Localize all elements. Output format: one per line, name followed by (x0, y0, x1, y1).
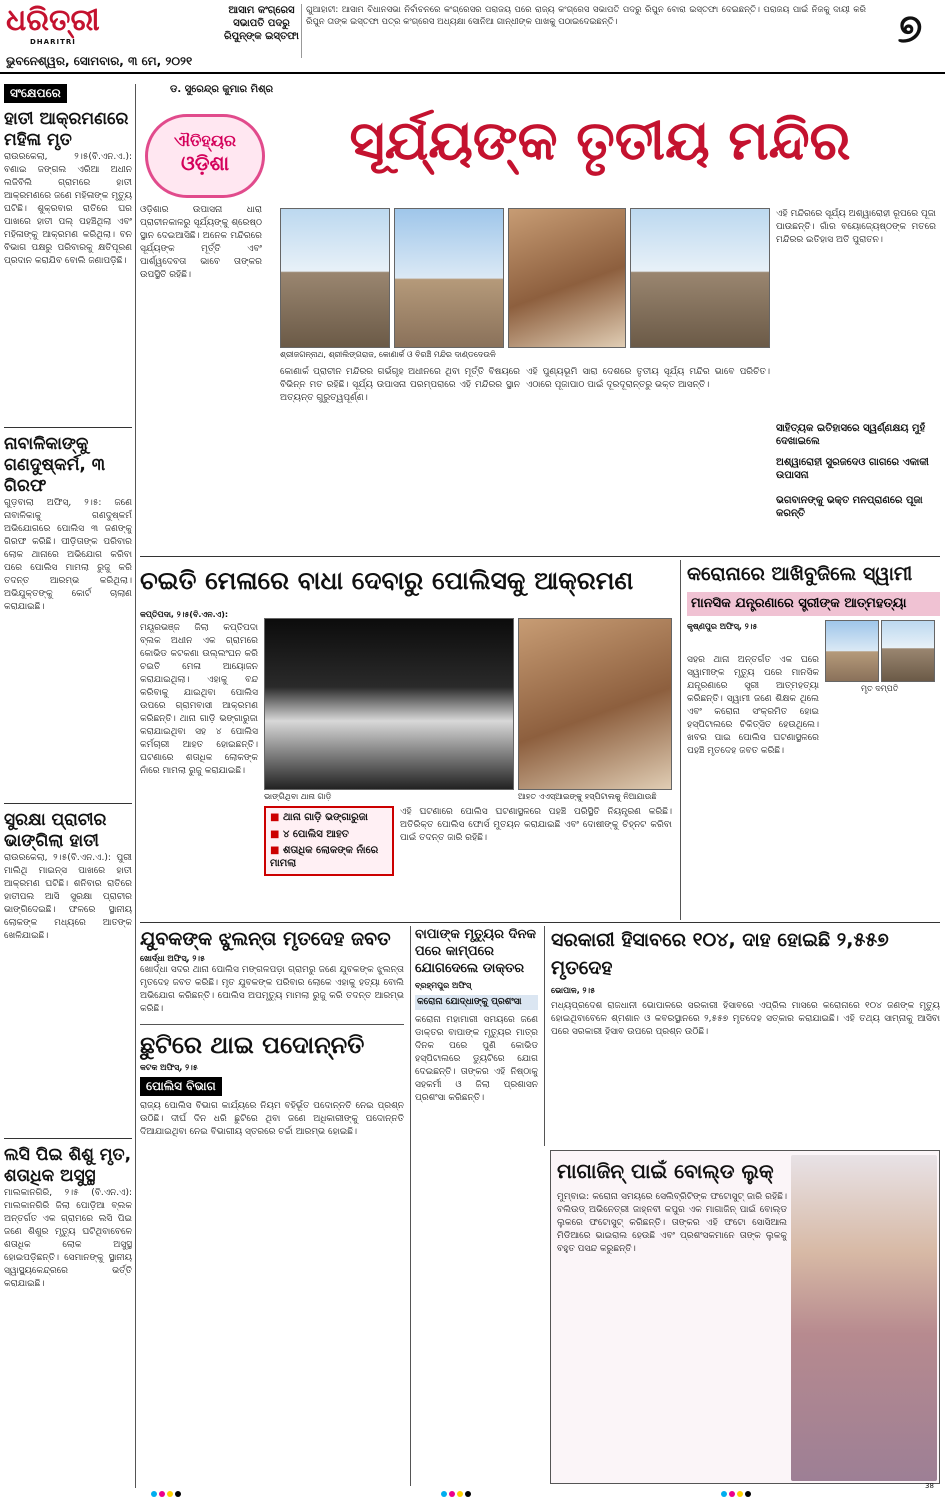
youth-story-headline: ଯୁବକଙ୍କ ଝୁଲନ୍ତା ମୃତଦେହ ଜବତ (140, 928, 391, 950)
flash-box-text: ଗୁଆହାଟୀ: ଆସାମ ବିଧାନସଭା ନିର୍ବାଚନରେ କଂଗ୍ରେସର ପରାଜୟ ପରେ ରାଜ୍ୟ କଂଗ୍ରେସ ସଭାପତି ପଦରୁ ରିପୁନ ବୋରା ଇସ୍ତଫା ଦେଇଛନ୍ତି। ପରାଜୟ ପାଇଁ ନିଜକୁ ଦାୟୀ କରି ରିପୁନ ତାଙ୍କ ଇସ୍ତଫା ପତ୍ର କଂଗ୍ରେସ ଅଧ୍ୟକ୍ଷା ସୋନିଆ ଗାନ୍ଧୀଙ୍କ ପାଖକୁ ପଠାଇଦେଇଛନ୍ତି। (306, 5, 866, 27)
promotion-story-headline: ଛୁଟିରେ ଥାଇ ପଦୋନ୍ନତି (140, 1031, 365, 1059)
logo-text: ଧରିତ୍ରୀ (6, 3, 100, 38)
feature-quote: ସାହିତ୍ୟକ ଇତିହାସରେ ସ୍ୱର୍ଣ୍ଣକ୍ଷୟ ମୁହଁ ଦେଖାଇଲେ (776, 423, 926, 447)
footer-color-bar (0, 1482, 945, 1498)
brief-item (4, 1145, 132, 1487)
corona-story-photo-caption: ମୃତ ଦମ୍ପତି (861, 684, 899, 693)
main-story-caption-left: ଭାଙ୍ଗିଥିବା ଥାନା ଗାଡ଼ି (264, 792, 332, 801)
bullet-icon: ■ (270, 812, 283, 823)
doctor-story-headline: ବାପାଙ୍କ ମୃତ୍ୟୁର ଦିନକ ପରେ କାମ୍ପରେ ଯୋଗଦେଲେ ଡାକ୍ତର (415, 927, 537, 976)
govt-story-body: ମଧ୍ୟପ୍ରଦେଶ ରାଜଧାନୀ ଭୋପାଳରେ ସରକାରୀ ହିସାବରେ ଏପ୍ରିଲ ମାସରେ କରୋନାରେ ୧୦୪ ଜଣଙ୍କ ମୃତ୍ୟୁ ହୋଇଥିବାବେଳେ ଶ୍ମଶାନ ଓ କବରସ୍ଥାନରେ ୨,୫୫୭ ମୃତଦେହ ସତ୍କାର କରାଯାଇଛି। ଏହି ତଥ୍ୟ ସାମ୍ନାକୁ ଆସିବା ପରେ ସରକାରୀ ହିସାବ ଉପରେ ପ୍ରଶ୍ନ ଉଠିଛି। (551, 1001, 940, 1037)
feature-body-1: କୋଣାର୍କ ପ୍ରାଚୀନ ମନ୍ଦିରର ଗର୍ଭଗୃହ ଅଧୀନରେ ଥିବା ମୂର୍ତ୍ତି ବିଷୟରେ ବିଭିନ୍ନ ମତ ରହିଛି। ସୂର୍ଯ୍ୟ ଉପାସନା ପରମ୍ପରାରେ ଏହି ମନ୍ଦିରର ସ୍ଥାନ ଅତ୍ୟନ୍ତ ଗୁରୁତ୍ୱପୂର୍ଣ୍ଣ। (280, 367, 520, 403)
temple-photo-jagannath (280, 208, 390, 348)
feature-section (140, 84, 940, 556)
doctor-story-tag: କରୋନା ଯୋଦ୍ଧାଙ୍କୁ ପ୍ରଶଂସା (415, 995, 538, 1010)
color-registration-dots (150, 1490, 182, 1501)
temple-photo-lingaraj (394, 208, 504, 348)
brief-column (4, 84, 132, 1488)
main-story-photo-injured (518, 618, 672, 790)
color-registration-dots (440, 1490, 472, 1501)
dateline: ଭୁବନେଶ୍ୱର, ସୋମବାର, ୩ ମେ, ୨୦୨୧ (6, 54, 193, 68)
youth-story (140, 926, 404, 1018)
feature-badge (145, 114, 265, 198)
brief-item (4, 109, 132, 428)
highlight-item (270, 812, 388, 825)
main-story-body: ମୟୂରଭଞ୍ଜ ଜିଲା କପ୍ତିପଦା ବ୍ଲକ ଅଧୀନ ଏକ ଗ୍ରାମରେ କୋଭିଡ କଟକଣା ଉଲ୍ଲଂଘନ କରି ଚଇତି ମେଳା ଆୟୋଜନ କରାଯାଇଥିଲା। ଏହାକୁ ବନ୍ଦ କରିବାକୁ ଯାଇଥିବା ପୋଲିସ ଉପରେ ଗ୍ରାମବାସୀ ଆକ୍ରମଣ କରିଛନ୍ତି। ଥାନା ଗାଡ଼ି ଭଙ୍ଗାରୁଜା କରାଯାଇଥିବା ସହ ୪ ପୋଲିସ କର୍ମଚାରୀ ଆହତ ହୋଇଛନ୍ତି। ଘଟଣାରେ ଶତାଧିକ ଲୋକଙ୍କ ନାଁରେ ମାମଲା ରୁଜୁ କରାଯାଇଛି। (140, 623, 258, 776)
bullet-icon: ■ (270, 845, 283, 856)
temple-photo-konark (508, 208, 626, 348)
color-registration-dots (720, 1490, 752, 1501)
corona-story-body: ସହର ଥାନା ଅନ୍ତର୍ଗତ ଏକ ଘରେ ସ୍ୱାମୀଙ୍କ ମୃତ୍ୟୁ ପରେ ମାନସିକ ଯନ୍ତ୍ରଣାରେ ସ୍ତ୍ରୀ ଆତ୍ମହତ୍ୟା କରିଛନ୍ତି। ସ୍ୱାମୀ ଜଣେ ଶିକ୍ଷକ ଥିଲେ ଏବଂ କରୋନା ସଂକ୍ରମିତ ହୋଇ ହସ୍ପିଟାଲରେ ଚିକିତ୍ସିତ ହେଉଥିଲେ। ଖବର ପାଇ ପୋଲିସ ଘଟଣାସ୍ଥଳରେ ପହଞ୍ଚି ମୃତଦେହ ଜବତ କରିଛି। (687, 655, 819, 756)
main-story (140, 560, 674, 920)
corona-story-photo-husband (881, 620, 935, 682)
brief-item-body: ଗୁଡ଼ବାଲା ଅଫିସ୍, ୨।୫: ଜଣେ ନାବାଳିକାକୁ ଗଣଦୁଷ୍କର୍ମ ଅଭିଯୋଗରେ ପୋଲିସ ୩ ଜଣଙ୍କୁ ଗିରଫ କରିଛି। ପୀଡ଼ିତାଙ୍କ ପରିବାର ଲୋକ ଥାନାରେ ଅଭିଯୋଗ କରିବା ପରେ ପୋଲିସ ମାମଲା ରୁଜୁ କରି ତଦନ୍ତ ଆରମ୍ଭ କରିଥିଲା। ଅଭିଯୁକ୍ତଙ୍କୁ କୋର୍ଟ ଚାଲାଣ କରାଯାଇଛି। (4, 498, 132, 612)
main-story-dateline: କପ୍ତିପଦା, ୨।୫(ବି.ଏନ.ଏ): (140, 610, 229, 619)
feature-badge-line2: ଓଡ଼ିଶା (180, 151, 230, 175)
youth-story-body: ଖୋର୍ଦ୍ଧା ସଦର ଥାନା ପୋଲିସ ମଙ୍ଗଳପଡ଼ା ଗ୍ରାମରୁ ଜଣେ ଯୁବକଙ୍କ ଝୁଲନ୍ତା ମୃତଦେହ ଜବତ କରିଛି। ମୃତ ଯୁବକଙ୍କ ପରିବାର ଲୋକେ ଏହାକୁ ହତ୍ୟା ବୋଲି ଅଭିଯୋଗ କରିଛନ୍ତି। ପୋଲିସ ଅପମୃତ୍ୟୁ ମାମଲା ରୁଜୁ କରି ତଦନ୍ତ ଆରମ୍ଭ କରିଛି। (140, 965, 404, 1014)
main-story-highlights (264, 806, 394, 876)
magazine-story (550, 1150, 940, 1484)
magazine-story-headline: ମାଗାଜିନ୍ ପାଇଁ ବୋଲ୍ଡ ଲୁକ୍ (557, 1159, 774, 1183)
doctor-story-dateline: ବ୍ରହ୍ମପୁର ଅଫିସ୍ (415, 981, 472, 990)
brief-item-title: ସୁରକ୍ଷା ପ୍ରାଚୀର ଭାଙ୍ଗିଲା ହାତୀ (4, 810, 107, 851)
highlight-text: ୪ ପୋଲିସ ଆହତ (282, 828, 349, 840)
logo-subtext: DHARITRI (30, 38, 76, 46)
brief-item-body: ମାଲକାନଗିରି, ୨।୫ (ବି.ଏନ.ଏ): ମାଲକାନଗିରି ଜିଲା ପୋଡ଼ିଆ ବ୍ଲକ ଅନ୍ତର୍ଗତ ଏକ ଗ୍ରାମରେ ଲସି ପିଇ ଜଣେ ଶିଶୁର ମୃତ୍ୟୁ ଘଟିଥିବାବେଳେ ଶତାଧିକ ଲୋକ ଅସୁସ୍ଥ ହୋଇପଡ଼ିଛନ୍ତି। ସେମାନଙ୍କୁ ସ୍ଥାନୀୟ ସ୍ୱାସ୍ଥ୍ୟକେନ୍ଦ୍ରରେ ଭର୍ତ୍ତି କରାଯାଇଛି। (4, 1188, 132, 1289)
feature-intro: ଓଡ଼ିଶାର ଉପାସନା ଧାରା ପ୍ରାଚୀନକାଳରୁ ସୂର୍ଯ୍ୟଙ୍କୁ ଶ୍ରେଷ୍ଠ ସ୍ଥାନ ଦେଇଆସିଛି। ଅନେକ ମନ୍ଦିରରେ ସୂର୍ଯ୍ୟଙ୍କ ମୂର୍ତ୍ତି ଏବଂ ପାର୍ଶ୍ୱଦେବତା ଭାବେ ତାଙ୍କର ଉପସ୍ଥିତି ରହିଛି। (140, 205, 262, 280)
promotion-story-tag-text: ପୋଲିସ ବିଭାଗ (146, 1079, 216, 1093)
promotion-story-tag (140, 1077, 222, 1096)
doctor-story-body: କରୋନା ମହାମାରୀ ସମୟରେ ଜଣେ ଡାକ୍ତର ବାପାଙ୍କ ମୃତ୍ୟୁର ମାତ୍ର ଦିନକ ପରେ ପୁଣି କୋଭିଡ ହସ୍ପିଟାଲରେ ଡ୍ୟୁଟିରେ ଯୋଗ ଦେଇଛନ୍ତି। ତାଙ୍କର ଏହି ନିଷ୍ଠାକୁ ସହକର୍ମୀ ଓ ଜିଲା ପ୍ରଶାସନ ପ୍ରଶଂସା କରିଛନ୍ତି। (415, 1015, 538, 1104)
masthead (0, 0, 945, 78)
brief-item-title: ହାତୀ ଆକ୍ରମଣରେ ମହିଳା ମୃତ (4, 109, 129, 150)
flash-box-title-text: ଆସାମ କଂଗ୍ରେସ ସଭାପତି ପଦରୁ ରିପୁନ୍ଙ୍କ ଇସ୍ତଫା (224, 5, 299, 42)
feature-subhead: ଅଶ୍ୱାରୋହୀ ସୁରଜଦେଓ ଗାଗରେ ଏକାକୀ ଉପାସନା (776, 457, 929, 481)
govt-story-headline: ସରକାରୀ ହିସାବରେ ୧୦୪, ଦାହ ହୋଇଛି ୨,୫୫୭ ମୃତଦେହ (551, 929, 889, 979)
doctor-story (410, 926, 538, 1486)
feature-body-3: ଏହି ମନ୍ଦିରରେ ସୂର୍ଯ୍ୟ ଅଶ୍ୱାରୋହୀ ରୂପରେ ପୂଜା ପାଉଛନ୍ତି। ଗାଁର ବୟୋଜ୍ୟେଷ୍ଠଙ୍କ ମତରେ ମନ୍ଦିରର ଇତିହାସ ଅତି ପୁରାତନ। (776, 209, 936, 245)
magazine-photo-actress (791, 1155, 937, 1481)
govt-story-dateline: ଭୋପାଳ, ୨।୫ (551, 986, 596, 995)
highlight-text: ଥାନା ଗାଡ଼ି ଭଙ୍ଗାରୁଜା (282, 812, 368, 823)
brief-label: ସଂକ୍ଷେପରେ (4, 84, 67, 103)
bullet-icon: ■ (270, 828, 283, 840)
footer-page-ref: 38 (925, 1482, 934, 1490)
brief-item-title: ଲସି ପିଇ ଶିଶୁ ମୃତ, ଶତାଧିକ ଅସୁସ୍ଥ (4, 1145, 132, 1186)
govt-story (544, 926, 940, 1146)
brief-item-body: ରାଉରକେଲା, ୨।୫(ବି.ଏନ.ଏ.): ବଣାଇ ଜଙ୍ଗଲ ଏରିଆ ଅଧୀନ ଲଜିବିଲି ଗ୍ରାମରେ ହାତୀ ଆକ୍ରମଣରେ ଜଣେ ମହିଳାଙ୍କ ମୃତ୍ୟୁ ଘଟିଛି। ଶୁକ୍ରବାର ରାତିରେ ଘର ପାଖରେ ହାତୀ ପଲ୍ ପହଞ୍ଚିଥିଲା ଏବଂ ମହିଳାଙ୍କୁ ଆକ୍ରମଣ କରିଥିଲା। ବନ ବିଭାଗ ପକ୍ଷରୁ ପରିବାରକୁ କ୍ଷତିପୂରଣ ପ୍ରଦାନ କରାଯିବ ବୋଲି ଜଣାପଡ଼ିଛି। (4, 152, 132, 266)
highlight-item (270, 829, 388, 842)
feature-badge-line1: ଐତିହ୍ୟର (173, 131, 237, 150)
temple-photo-caption: ଶ୍ରୀଜଗନ୍ନାଥ, ଶ୍ରୀଲିଙ୍ଗରାଜ, କୋଣାର୍କ ଓ ବିରଞ୍ଚି ମନ୍ଦିର ଦାଣ୍ଡଦେଉଳି (280, 350, 496, 359)
corona-story-dateline: କୃଷ୍ଣପୁର ଅଫିସ୍, ୨।୫ (687, 622, 758, 632)
main-story-body-2: ଏହି ଘଟଣାରେ ପୋଲିସ ଘଟଣାସ୍ଥଳରେ ପହଞ୍ଚି ପରିସ୍ଥିତି ନିୟନ୍ତ୍ରଣ କରିଛି। ଅତିରିକ୍ତ ପୋଲିସ ଫୋର୍ସ ମୁତୟନ କରାଯାଇଛି ଏବଂ ଦୋଷୀଙ୍କୁ ଚିହ୍ନଟ କରିବା ପାଇଁ ତଦନ୍ତ ଜାରି ରହିଛି। (400, 807, 672, 843)
youth-story-dateline: ଖୋର୍ଦ୍ଧା ଅଫିସ୍, ୨।୫ (140, 954, 205, 963)
main-story-photo-vehicle (264, 618, 514, 790)
logo (6, 3, 100, 46)
corona-story (680, 560, 940, 920)
main-story-caption-right: ଆହତ ଏଏସ୍ଆଇଙ୍କୁ ହସ୍ପିଟାଲକୁ ନିଆଯାଉଛି (518, 792, 657, 801)
corona-story-headline: କରୋନାରେ ଆଖିବୁଜିଲେ ସ୍ୱାମୀ (687, 563, 913, 585)
highlight-item (270, 845, 388, 870)
column-divider (135, 84, 136, 1488)
feature-body-2: ଏହି ପୁଣ୍ୟଭୂମି ସାରା ଦେଶରେ ତୃତୀୟ ସୂର୍ଯ୍ୟ ମନ୍ଦିର ଭାବେ ପରିଚିତ। ଏଠାରେ ପୂଜାପାଠ ପାଇଁ ଦୂରଦୂରାନ୍ତରୁ ଭକ୍ତ ଆସନ୍ତି। (526, 367, 770, 390)
brief-item-body: ରାଉରକେଲା, ୨।୫(ବି.ଏନ.ଏ.): ପୁରୀ ମାଲିଥି ମାଇନ୍ସ ପାଖରେ ହାତୀ ଆକ୍ରମଣ ଘଟିଛି। ଶନିବାର ରାତିରେ ହାତୀପଲ ଆସି ସୁରକ୍ଷା ପ୍ରାଚୀର ଭାଙ୍ଗିଦେଇଛି। ଫଳରେ ସ୍ଥାନୀୟ ଲୋକଙ୍କ ମଧ୍ୟରେ ଆତଙ୍କ ଖେଳିଯାଇଛି। (4, 853, 132, 941)
highlight-text: ଶତାଧିକ ଲୋକଙ୍କ ନାଁରେ ମାମଲା (270, 845, 379, 869)
corona-story-photo-wife (825, 620, 879, 682)
feature-byline: ଡ. ସୁରେନ୍ଦ୍ର କୁମାର ମିଶ୍ର (170, 84, 274, 95)
main-story-headline: ଚଇତି ମେଳାରେ ବାଧା ଦେବାରୁ ପୋଲିସକୁ ଆକ୍ରମଣ (140, 566, 634, 595)
promotion-story-body: ରାଜ୍ୟ ପୋଲିସ ବିଭାଗ କାର୍ଯ୍ୟରେ ନିୟମ ବହିର୍ଭୂତ ପଦୋନ୍ନତି ନେଇ ପ୍ରଶ୍ନ ଉଠିଛି। ଦୀର୍ଘ ଦିନ ଧରି ଛୁଟିରେ ଥିବା ଜଣେ ଅଧିକାରୀଙ୍କୁ ପଦୋନ୍ନତି ଦିଆଯାଇଥିବା ନେଇ ବିଭାଗୀୟ ସ୍ତରରେ ଚର୍ଚ୍ଚା ଆରମ୍ଭ ହୋଇଛି। (140, 1101, 404, 1137)
corona-story-subhead-text: ମାନସିକ ଯନ୍ତ୍ରଣାରେ ସ୍ତ୍ରୀଙ୍କ ଆତ୍ମହତ୍ୟା (691, 596, 907, 611)
brief-item (4, 810, 132, 1139)
promotion-story-dateline: କଟକ ଅଫିସ୍, ୨।୫ (140, 1063, 198, 1072)
flash-box-title (222, 4, 302, 58)
temple-photo-biranchi (630, 208, 770, 348)
masthead-rule (0, 72, 945, 74)
corona-story-subhead (687, 592, 940, 616)
feature-headline: ସୂର୍ଯ୍ୟଙ୍କ ତୃତୀୟ ମନ୍ଦିର (349, 109, 851, 172)
section-rule (140, 556, 940, 557)
feature-quote-2: ଭଗବାନଙ୍କୁ ଭକ୍ତ ମନପ୍ରାଣରେ ପୂଜା କରନ୍ତି (776, 495, 923, 519)
section-rule (140, 922, 940, 923)
page-number: ୭ (897, 6, 923, 52)
magazine-story-body: ମୁମ୍ବାଇ: କରୋନା ସମୟରେ ସେଲିବ୍ରିଟିଙ୍କ ଫଟୋସୁଟ୍ ଜାରି ରହିଛି। ବଲିଉଡ୍ ଅଭିନେତ୍ରୀ ଜାହ୍ନବୀ କପୁର ଏକ ମାଗାଜିନ୍ ପାଇଁ ବୋଲ୍ଡ ଲୁକରେ ଫଟୋସୁଟ୍ କରିଛନ୍ତି। ତାଙ୍କର ଏହି ଫଟୋ ସୋସିଆଲ ମିଡିଆରେ ଭାଇରାଲ ହେଉଛି ଏବଂ ପ୍ରଶଂସକମାନେ ତାଙ୍କ ଲୁକକୁ ବହୁତ ପସନ୍ଦ କରୁଛନ୍ତି। (557, 1192, 787, 1254)
brief-item-title: ନାବାଳିକାଙ୍କୁ ଗଣଦୁଷ୍କର୍ମ, ୩ ଗିରଫ (4, 434, 106, 496)
brief-item (4, 434, 132, 804)
promotion-story (140, 1024, 404, 1488)
